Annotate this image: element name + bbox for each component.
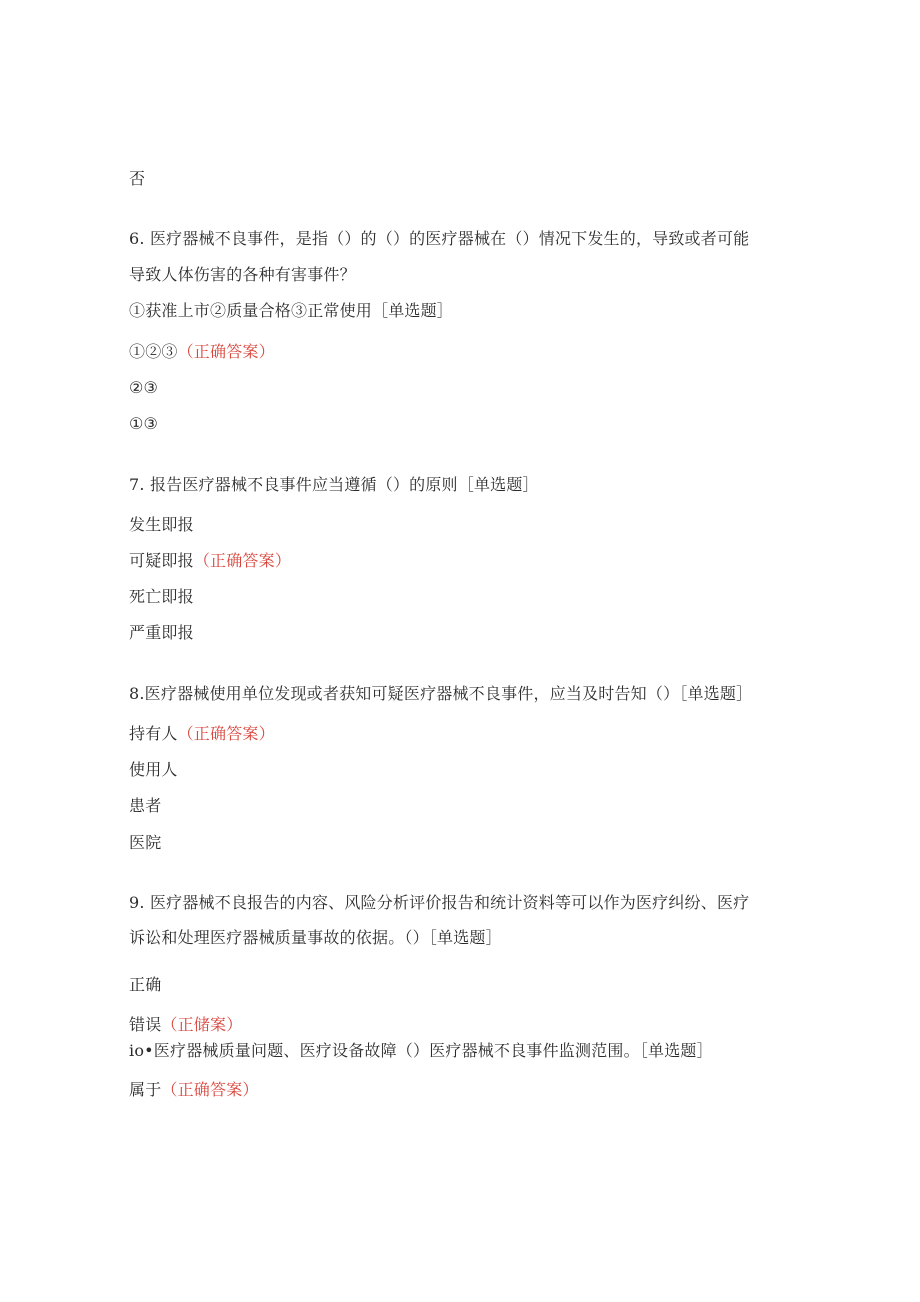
q8-option-4: 医院 <box>129 833 162 852</box>
q8-option-3: 患者 <box>129 796 162 815</box>
q8-option-1 <box>129 723 275 745</box>
q7-option-2 <box>129 550 291 572</box>
q6-option-2: ②③ <box>129 378 159 397</box>
question-6-line-2: 导致人体伤害的各种有害事件？ <box>129 265 356 284</box>
question-6-line-1: 6. 医疗器械不良事件，是指（）的（）的医疗器械在（）情况下发生的，导致或者可能 <box>129 229 750 248</box>
q8-option-2: 使用人 <box>129 760 178 779</box>
question-10: io•医疗器械质量问题、医疗设备故障（）医疗器械不良事件监测范围。［单选题］ <box>129 1041 713 1060</box>
q6-option-1 <box>129 341 275 363</box>
option-text: 可疑即报 <box>129 551 194 570</box>
q9-option-1: 正确 <box>129 975 162 994</box>
correct-answer-mark: （正确答案） <box>177 342 275 361</box>
option-text: 否 <box>129 169 146 188</box>
q7-option-3: 死亡即报 <box>129 587 194 606</box>
question-9-line-1: 9. 医疗器械不良报告的内容、风险分析评价报告和统计资料等可以作为医疗纠纷、医疗 <box>129 893 750 912</box>
option-text: ①②③ <box>129 342 178 361</box>
option-text: 属于 <box>129 1080 162 1099</box>
question-7: 7. 报告医疗器械不良事件应当遵循（）的原则［单选题］ <box>129 475 539 494</box>
q10-option-1 <box>129 1079 259 1101</box>
option-text: 错误 <box>129 1015 162 1034</box>
question-6-line-3: ①获准上市②质量合格③正常使用［单选题］ <box>129 301 454 320</box>
question-9-line-2: 诉讼和处理医疗器械质量事故的依据。（）［单选题］ <box>129 928 502 947</box>
q9-option-2 <box>129 1014 242 1036</box>
correct-answer-mark: （正确答案） <box>161 1080 259 1099</box>
correct-answer-mark: （正储案） <box>161 1015 243 1034</box>
question-8: 8.医疗器械使用单位发现或者获知可疑医疗器械不良事件，应当及时告知（）［单选题］ <box>129 684 753 703</box>
option-text: 持有人 <box>129 724 178 743</box>
correct-answer-mark: （正确答案） <box>193 551 292 570</box>
q7-option-1: 发生即报 <box>129 515 194 534</box>
correct-answer-mark: （正确答案） <box>177 724 275 743</box>
q6-option-3: ①③ <box>129 414 159 433</box>
q7-option-4: 严重即报 <box>129 623 194 642</box>
